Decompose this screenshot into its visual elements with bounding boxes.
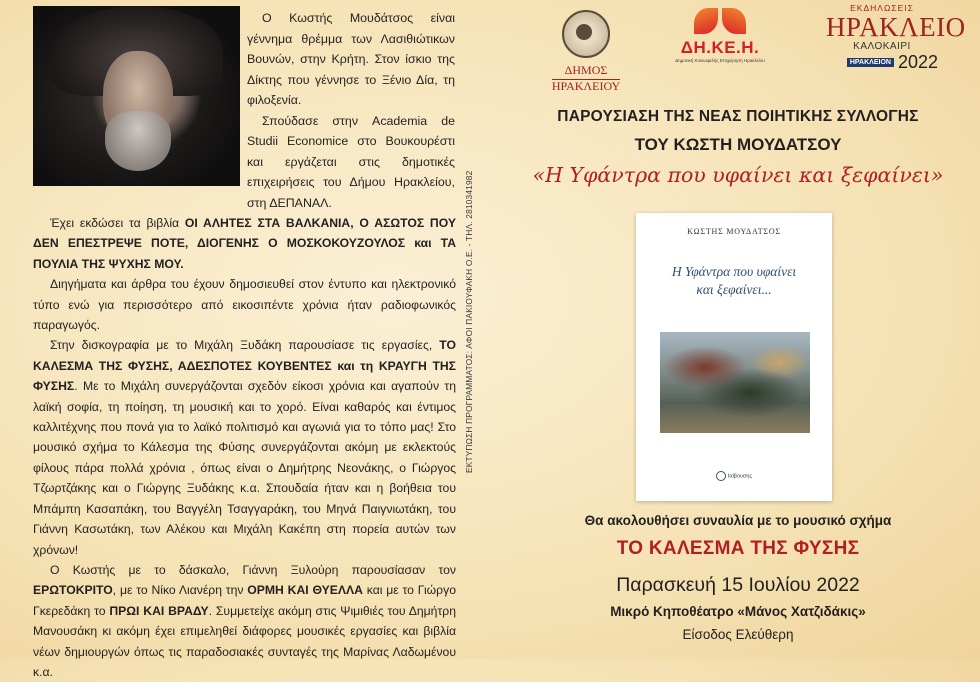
dimos-irakleiou-logo: ΔΗΜΟΣ ΗΡΑΚΛΕΙΟΥ (548, 10, 624, 95)
bio-books: Έχει εκδώσει τα βιβλία ΟΙ ΑΛΗΤΕΣ ΣΤΑ ΒΑΛΚΑΝΙΑ, Ο ΑΣΩΤΟΣ ΠΟΥ ΔΕΝ ΕΠΕΣΤΡΕΨΕ ΠΟΤΕ, ΔΙΟΓΕΝΗΣ Ο ΜΟΣΚΟΚΟΥΖΟΥΛΟΣ και ΤΑ ΠΟΥΛΙΑ ΤΗΣ ΨΥΧΗΣ ΜΟΥ. (33, 216, 456, 271)
bio-articles: Διηγήματα και άρθρα του έχουν δημοσιευθεί στον έντυπο και ηλεκτρονικό τύπο ενώ για περισσότερο από εικοσιπέντε χρόνια ήταν ραδιοφωνικός παραγωγός. (33, 277, 456, 333)
book-title: Η Υφάντρα που υφαίνει και ξεφαίνει... (671, 264, 797, 297)
wings-icon (694, 8, 746, 36)
bio-discography: Στην δισκογραφία με το Μιχάλη Ξυδάκη παρουσίασε τις εργασίες, ΤΟ ΚΑΛΕΣΜΑ ΤΗΣ ΦΥΣΗΣ, ΑΔΕΣΠΟΤΕΣ ΚΟΥΒΕΝΤΕΣ και τη ΚΡΑΥΓΗ ΤΗΣ ΦΥΣΗΣ. Με το Μιχάλη συνεργάζονται σχεδόν είκοσι χρόνια και αγαπούν τη λαϊκή σοφία, τη ποίηση, τη μουσική και το χορό. Είναι καθαρός και έντιμος καλλιτέχνης που πονά για το λαϊκό πολιτισμό και αγωνιά για το τόπο μας! Στο μουσικό σχήμα το Κάλεσμα της Φύσης συνεργάζονται ακόμη με εκλεκτούς φίλους πάρα πολλά χρόνια , όπως είναι ο Δημήτρης Νεονάκης, ο Γιώργος Τζωρτζάκης και ο Γιώργης Ξυδάκης κ.α. Σπουδαία ήταν και η βοήθεια του Μπάμπη Κασαπάκη, του Βαγγέλη Τσαγγαράκη, του Μηνά Παιγνιωτάκη, του Γιάννη Κασωτάκη, των Αλέκου και Μιχάλη Κακέπη στη πορεία αυτών των χρόνων! (33, 338, 456, 557)
heading-author: ΤΟΥ ΚΩΣΤΗ ΜΟΥΔΑΤΣΟΥ (634, 135, 842, 154)
book-publisher: Ιαίβουσης (636, 471, 832, 481)
irakleio-kalokairi-logo: ΕΚΔΗΛΩΣΕΙΣ ΗΡΑΚΛΕΙΟ ΚΑΛΟΚΑΙΡΙ ΗΡΑΚΛΕΙΟΝ 2022 (826, 3, 966, 72)
author-photo (33, 6, 240, 186)
bio-intro (247, 8, 455, 213)
event-venue: Μικρό Κηποθέατρο «Μάνος Χατζιδάκις» (610, 604, 866, 619)
band-name: ΤΟ ΚΑΛΕΣΜΑ ΤΗΣ ΦΥΣΗΣ (616, 538, 860, 559)
event-entry: Είσοδος Ελεύθερη (682, 627, 794, 642)
cover-painting (660, 332, 810, 433)
dikeh-logo: ΔΗ.ΚΕ.Η. Δημοτική Κοινωφελής Επιχείρηση Ηρακλείου (666, 8, 774, 78)
publisher-icon (716, 471, 726, 481)
concert-note: Θα ακολουθήσει συναυλία με το μουσικό σχήμα (584, 513, 892, 528)
heading-book-title: «Η Υφάντρα που υφαίνει και ξεφαίνει» (532, 163, 944, 187)
book-cover (636, 213, 832, 501)
printer-credit: ΕΚΤΥΠΩΣΗ ΠΡΟΓΡΑΜΜΑΤΟΣ: ΑΦΟΙ ΠΑΚΙΟΥΦΑΚΗ Ο.Ε. - ΤΗΛ. 2810341982 (464, 170, 474, 473)
heading-presentation: ΠΑΡΟΥΣΙΑΣΗ ΤΗΣ ΝΕΑΣ ΠΟΙΗΤΙΚΗΣ ΣΥΛΛΟΓΗΣ (557, 108, 919, 125)
seal-icon (562, 10, 610, 58)
bio-collaborations: Ο Κωστής με το δάσκαλο, Γιάννη Ξυλούρη παρουσίασαν τον ΕΡΩΤΟΚΡΙΤΟ, με το Νίκο Λιανέρη την ΟΡΜΗ ΚΑΙ ΘΥΕΛΛΑ και με το Γιώργο Γκερεδάκη το ΠΡΩΙ ΚΑΙ ΒΡΑΔΥ. Συμμετείχε ακόμη στις Ψιμιθιές του Δημήτρη Μανουσάκη κι ακόμη έχει επιμεληθεί διάφορες μουσικές εργασίες και βιβλία νέων δημιουργών όπως τις παραδοσιακές συνταγές της Μαρίνας Λαδωμένου κ.α. (33, 562, 456, 679)
bio-main (33, 213, 456, 682)
book-author: ΚΩΣΤΗΣ ΜΟΥΔΑΤΣΟΣ (687, 227, 781, 236)
bio-intro-p2: Σπούδασε στην Academia de Studii Economice στο Βουκουρέστι και εργάζεται στις δημοτικές επιχειρήσεις του Δήμου Ηρακλείου, στη ΔΕΠΑΝΑΛ. (247, 113, 455, 210)
bio-intro-p1: Ο Κωστής Μουδάτσος είναι γέννημα θρέμμα των Λασιθιώτικων Βουνών, στην Κρήτη. Στον ίσκιο της Δίκτης που γέννησε το Ξένιο Δία, τη φιλοξενία. (247, 11, 455, 107)
event-date: Παρασκευή 15 Ιουλίου 2022 (616, 574, 860, 596)
